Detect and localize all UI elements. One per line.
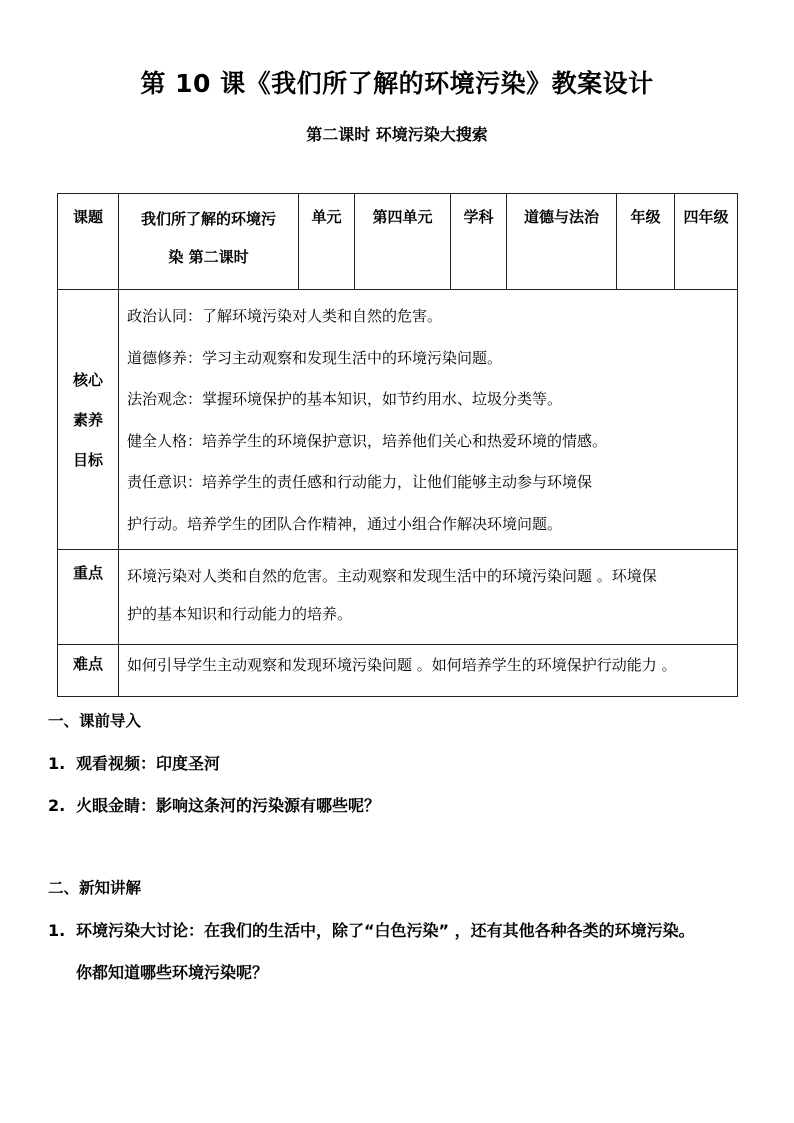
goal-line: 责任意识：培养学生的责任感和行动能力，让他们能够主动参与环境保 <box>127 473 593 491</box>
key-points-label: 重点 <box>58 550 119 645</box>
topic-value-line1: 我们所了解的环境污 <box>140 210 276 228</box>
topic-value <box>119 194 299 290</box>
topic-value-line2: 染 第二课时 <box>168 248 249 266</box>
unit-value: 第四单元 <box>355 194 451 290</box>
list-item-text: 火眼金睛：影响这条河的污染源有哪些呢？ <box>76 796 381 815</box>
subject-label: 学科 <box>451 194 507 290</box>
table-header-row <box>58 194 738 290</box>
document-title: 第 10 课《我们所了解的环境污染》教案设计 <box>140 69 654 98</box>
list-item <box>48 751 220 774</box>
list-item-number: 1. <box>48 921 66 940</box>
goal-line: 政治认同：了解环境污染对人类和自然的危害。 <box>127 307 443 325</box>
list-item <box>48 793 380 816</box>
section-heading-new-knowledge: 二、新知讲解 <box>48 879 142 897</box>
list-item <box>48 918 695 941</box>
list-item-text: 环境污染大讨论：在我们的生活中，除了“白色污染” ，还有其他各种各类的环境污染。 <box>76 921 695 940</box>
goal-line: 健全人格：培养学生的环境保护意识，培养他们关心和热爱环境的情感。 <box>127 431 608 450</box>
lesson-info-table <box>57 193 738 697</box>
core-goals-label-line3: 目标 <box>72 450 103 469</box>
goal-line: 道德修养：学习主动观察和发现生活中的环境污染问题。 <box>127 348 503 367</box>
key-points-content <box>119 550 738 645</box>
core-goals-label-line2: 素养 <box>72 410 103 429</box>
topic-label: 课题 <box>58 194 119 290</box>
goal-line: 法治观念：掌握环境保护的基本知识，如节约用水、垃圾分类等。 <box>127 390 563 408</box>
goal-line: 护行动。培养学生的团队合作精神，通过小组合作解决环境问题。 <box>127 514 563 533</box>
document-subtitle: 第二课时 环境污染大搜索 <box>306 125 488 144</box>
core-goals-content <box>119 290 738 550</box>
grade-label: 年级 <box>617 194 675 290</box>
key-points-line2: 护的基本知识和行动能力的培养。 <box>127 605 353 623</box>
key-points-line1: 环境污染对人类和自然的危害。主动观察和发现生活中的环境污染问题 。环境保 <box>127 567 657 585</box>
difficulty-row <box>58 645 738 697</box>
core-goals-label <box>58 290 119 550</box>
section-heading-intro: 一、课前导入 <box>48 712 142 730</box>
unit-label: 单元 <box>299 194 355 290</box>
difficulty-content: 如何引导学生主动观察和发现环境污染问题 。如何培养学生的环境保护行动能力 。 <box>119 645 738 697</box>
difficulty-label: 难点 <box>58 645 119 697</box>
core-goals-label-line1: 核心 <box>72 370 103 389</box>
subject-value: 道德与法治 <box>507 194 617 290</box>
core-goals-row <box>58 290 738 550</box>
grade-value: 四年级 <box>675 194 738 290</box>
list-item-continuation: 你都知道哪些环境污染呢？ <box>76 963 269 982</box>
list-item-number: 2. <box>48 796 66 815</box>
list-item-number: 1. <box>48 754 66 773</box>
key-points-row <box>58 550 738 645</box>
list-item-text: 观看视频：印度圣河 <box>76 754 221 773</box>
